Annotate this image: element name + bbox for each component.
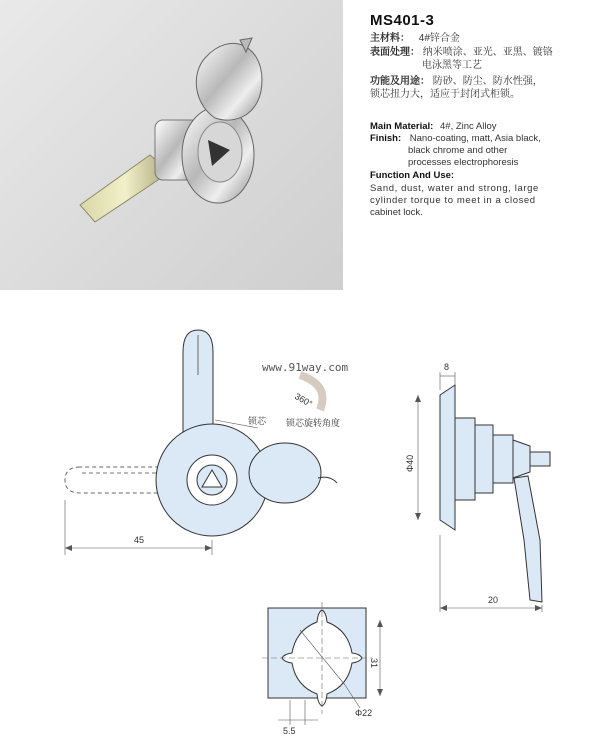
- cn-material-value: 4#锌合金: [418, 33, 460, 44]
- en-finish-line-2: black chrome and other: [408, 145, 508, 156]
- model-title: MS401-3: [370, 12, 435, 29]
- en-material-value: 4#, Zinc Alloy: [440, 121, 497, 132]
- dim-20-label: 20: [488, 595, 499, 605]
- en-function-label-text: Function And Use:: [370, 170, 455, 181]
- cn-finish-row: [370, 46, 553, 59]
- cn-finish-value-2: 电泳黑等工艺: [422, 60, 482, 71]
- core-label: 锁芯: [248, 416, 267, 426]
- cn-function-label: 功能及用途：: [370, 76, 430, 87]
- dim-31-label: 31: [369, 658, 379, 669]
- en-finish-row: [370, 133, 541, 145]
- dim-phi40-label: Φ40: [405, 454, 415, 472]
- cn-material-row: [370, 32, 460, 45]
- en-function-line-3: cabinet lock.: [370, 207, 423, 218]
- cn-material-label: 主材料：: [370, 33, 410, 44]
- en-function-label: [370, 170, 454, 182]
- cutout-view: [262, 602, 383, 725]
- dim-phi22-label: Φ22: [355, 708, 373, 718]
- dim-8-label: 8: [444, 362, 450, 372]
- en-function-line-1: Sand, dust, water and strong, large: [370, 183, 539, 194]
- en-material-label: Main Material:: [370, 121, 434, 132]
- cn-finish-label: 表面处理：: [370, 47, 420, 58]
- cn-function-value-1: 防砂、防尘、防水性强，: [432, 76, 543, 87]
- en-finish-line-3: processes electrophoresis: [408, 157, 519, 168]
- cn-function-row: [370, 75, 543, 88]
- dim-45-label: 45: [134, 535, 145, 545]
- watermark-text: www.91way.com: [262, 361, 349, 374]
- product-photo-panel: [0, 0, 343, 290]
- en-function-line-2: cylinder torque to meet in a closed: [370, 195, 536, 206]
- en-finish-label: Finish:: [370, 133, 402, 144]
- rotation-angle-label: 锁芯旋转角度: [286, 418, 341, 428]
- cn-finish-value-1: 纳米喷涂、亚光、亚黑、镀铬: [422, 47, 553, 58]
- cn-function-value-2: 锁芯扭力大，适应于封闭式柜锁。: [370, 89, 520, 100]
- cam-lock-photo: [0, 0, 343, 290]
- dim-5-5-label: 5.5: [283, 726, 296, 736]
- side-view: [415, 372, 550, 612]
- angle-360-label: 360°: [293, 391, 315, 410]
- en-material-row: [370, 121, 497, 133]
- technical-drawing: [0, 290, 594, 740]
- en-finish-line-1: Nano-coating, matt, Asia black,: [409, 133, 541, 144]
